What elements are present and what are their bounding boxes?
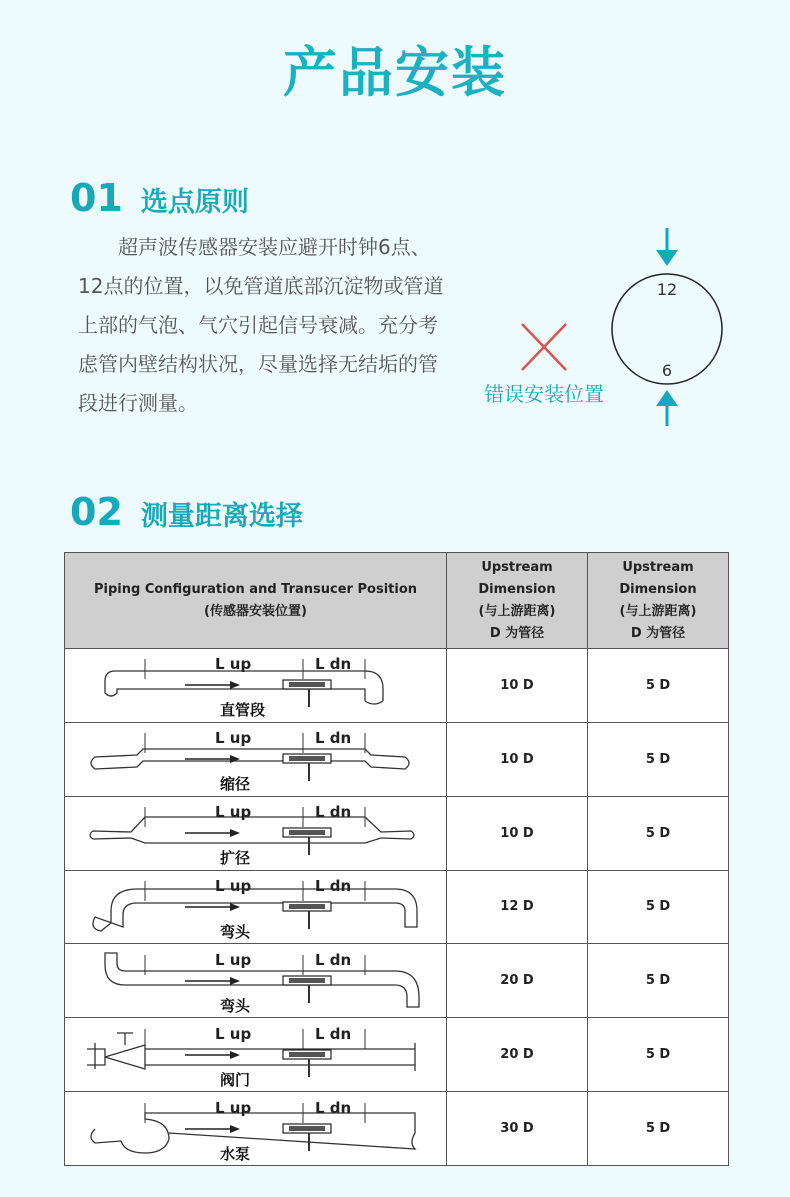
pipe-config-cell: [65, 649, 447, 723]
table-header-row: [65, 553, 729, 649]
transducer-icon: [283, 680, 331, 707]
pipe-diagram: [65, 871, 445, 943]
flow-arrow-icon: [185, 1125, 240, 1133]
upstream-value: 10 D: [447, 722, 588, 796]
lup-label: L up: [215, 950, 252, 969]
clock-12-label: 12: [656, 280, 678, 299]
clock-6-label: 6: [661, 361, 673, 380]
upstream-value: 10 D: [447, 649, 588, 723]
pipe-diagram: [65, 649, 445, 721]
pipe-outline: [105, 671, 383, 704]
header-text: D 为管径: [630, 625, 686, 641]
pipe-type-label: 阀门: [220, 1070, 251, 1089]
pipe-outline: [105, 950, 419, 1007]
table-row: [65, 796, 729, 870]
ldn-label: L dn: [315, 803, 352, 822]
upstream-value: 20 D: [447, 944, 588, 1018]
pipe-config-cell: [65, 870, 447, 944]
lup-label: L up: [215, 729, 252, 748]
downstream-value: 5 D: [588, 649, 729, 723]
section-1-heading: [70, 176, 249, 220]
table-row: [65, 722, 729, 796]
flow-arrow-icon: [185, 977, 240, 985]
arrow-up-icon: [656, 390, 678, 426]
transducer-icon: [283, 754, 331, 781]
downstream-value: 5 D: [588, 796, 729, 870]
header-text: (与上游距离): [478, 603, 556, 619]
section-2-title: 测量距离选择: [140, 501, 303, 532]
pipe-config-cell: [65, 944, 447, 1018]
table-row: [65, 649, 729, 723]
pipe-diagram: [65, 1019, 445, 1091]
upstream-value: 12 D: [447, 870, 588, 944]
header-text: Dimension: [478, 581, 556, 597]
downstream-value: 5 D: [588, 944, 729, 1018]
header-text: D 为管径: [489, 625, 545, 641]
pipe-diagram: [65, 945, 445, 1017]
pipe-config-cell: [65, 1092, 447, 1166]
pipe-outline: [91, 749, 409, 769]
downstream-value: 5 D: [588, 870, 729, 944]
wrong-cross-icon: [522, 324, 566, 370]
pipe-config-cell: [65, 1018, 447, 1092]
pipe-config-cell: [65, 722, 447, 796]
section-1-number: 01: [70, 176, 123, 220]
upstream-value: 10 D: [447, 796, 588, 870]
page-title: 产品安装: [283, 41, 507, 104]
section-2-number: 02: [70, 490, 123, 534]
section-1-title: 选点原则: [140, 187, 249, 218]
table-row: [65, 944, 729, 1018]
transducer-icon: [283, 1050, 331, 1077]
upstream-value: 20 D: [447, 1018, 588, 1092]
ldn-label: L dn: [315, 655, 352, 674]
header-text: Upstream: [622, 559, 694, 575]
header-configuration: [65, 553, 447, 649]
table-row: [65, 1018, 729, 1092]
flow-arrow-icon: [185, 755, 240, 763]
header-upstream: [447, 553, 588, 649]
flow-arrow-icon: [185, 903, 240, 911]
arrow-down-icon: [656, 228, 678, 266]
ldn-label: L dn: [315, 950, 352, 969]
transducer-icon: [283, 828, 331, 855]
pipe-type-label: 弯头: [220, 922, 251, 941]
transducer-icon: [283, 902, 331, 929]
flow-arrow-icon: [185, 829, 240, 837]
transducer-icon: [283, 1124, 331, 1151]
flow-arrow-icon: [185, 1051, 240, 1059]
pipe-diagram: [65, 797, 445, 869]
pipe-outline: [93, 889, 417, 931]
table-row: [65, 870, 729, 944]
ldn-label: L dn: [315, 729, 352, 748]
lup-label: L up: [215, 1024, 252, 1043]
header-downstream: [588, 553, 729, 649]
section-2-heading: [70, 490, 303, 534]
downstream-value: 5 D: [588, 1092, 729, 1166]
downstream-value: 5 D: [588, 1018, 729, 1092]
ldn-label: L dn: [315, 876, 352, 895]
pipe-diagram: [65, 1093, 445, 1165]
header-configuration-en: Piping Configuration and Transucer Position: [93, 581, 418, 597]
pipe-config-cell: [65, 796, 447, 870]
header-text: (与上游距离): [619, 603, 697, 619]
header-text: Dimension: [619, 581, 697, 597]
lup-label: L up: [215, 1098, 252, 1117]
pipe-type-label: 缩径: [220, 775, 251, 794]
lup-label: L up: [215, 655, 252, 674]
table-row: [65, 1092, 729, 1166]
section-1-paragraph: 超声波传感器安装应避开时钟6点、12点的位置，以免管道底部沉淀物或管道上部的气泡、气穴引起信号衰减。充分考虑管内壁结构状况，尽量选择无结垢的管段进行测量。: [78, 235, 444, 415]
lup-label: L up: [215, 803, 252, 822]
pipe-diagram: [65, 723, 445, 795]
pipe-outline: [91, 1113, 415, 1153]
pipe-type-label: 扩径: [220, 849, 251, 868]
ldn-label: L dn: [315, 1024, 352, 1043]
header-configuration-cn: (传感器安装位置): [204, 603, 307, 619]
pipe-type-label: 水泵: [220, 1144, 251, 1163]
pipe-type-label: 直管段: [220, 701, 266, 720]
ldn-label: L dn: [315, 1098, 352, 1117]
header-text: Upstream: [481, 559, 553, 575]
pipe-type-label: 弯头: [220, 996, 251, 1015]
clock-position-diagram: [470, 220, 770, 440]
downstream-value: 5 D: [588, 722, 729, 796]
flow-arrow-icon: [185, 681, 240, 689]
transducer-icon: [283, 976, 331, 1003]
wrong-position-caption: 错误安装位置: [484, 382, 604, 406]
lup-label: L up: [215, 876, 252, 895]
distance-table: [64, 552, 729, 1166]
upstream-value: 30 D: [447, 1092, 588, 1166]
